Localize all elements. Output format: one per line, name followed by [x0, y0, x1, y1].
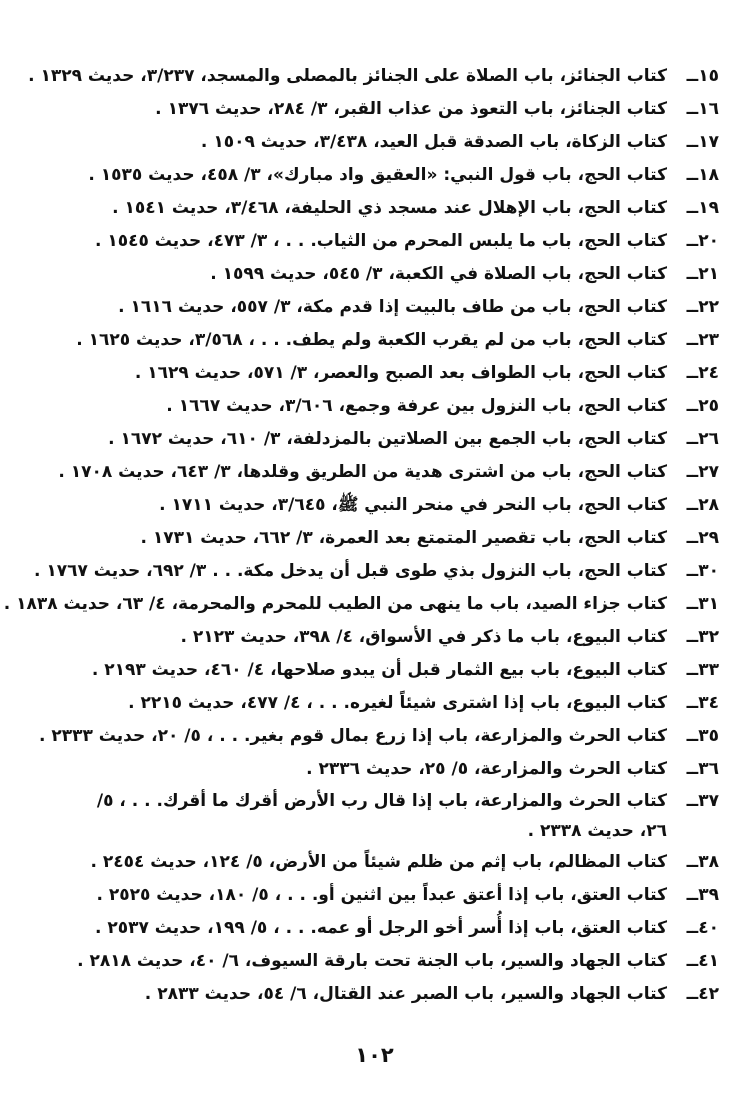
reference-item-17 [70, 126, 719, 159]
reference-number: ٢٤ــ [686, 363, 719, 383]
reference-item-24 [70, 357, 719, 390]
reference-number: ٢٢ــ [686, 297, 719, 317]
reference-item-30 [33, 555, 719, 588]
reference-item-25 [70, 390, 719, 423]
reference-text: كتاب الزكاة، باب الصدقة قبل العيد، ٣/٤٣٨، حديث ١٥٠٩ . [200, 132, 667, 152]
reference-number: ٣٢ــ [686, 627, 719, 647]
reference-text: كتاب الحج، باب الصلاة في الكعبة، ٣/ ٥٤٥، حديث ١٥٩٩ . [210, 264, 667, 284]
reference-item-23 [70, 324, 719, 357]
reference-item-33 [70, 654, 719, 687]
reference-item-28 [70, 489, 719, 522]
reference-number: ٢٣ــ [686, 330, 719, 350]
reference-item-39 [70, 879, 719, 912]
reference-item-40 [70, 912, 719, 945]
reference-text: كتاب الحج، باب من طاف بالبيت إذا قدم مكة، ٣/ ٥٥٧، حديث ١٦١٦ . [118, 297, 667, 317]
reference-text: كتاب العتق، باب إذا أعتق عبداً بين اثنين أو. . . ، ٥/ ١٨٠، حديث ٢٥٢٥ . [96, 885, 667, 905]
reference-number: ٣٥ــ [686, 726, 719, 746]
reference-item-15 [28, 60, 719, 93]
reference-number: ١٨ــ [686, 165, 719, 185]
reference-number: ٢٦ــ [686, 429, 719, 449]
reference-item-29 [70, 522, 719, 555]
reference-item-37 [70, 786, 719, 846]
reference-text: كتاب الحج، باب تقصير المتمتع بعد العمرة، ٣/ ٦٦٢، حديث ١٧٣١ . [140, 528, 667, 548]
reference-number: ٣٠ــ [686, 561, 719, 581]
reference-item-16 [70, 93, 719, 126]
reference-item-18 [70, 159, 719, 192]
reference-number: ١٥ــ [686, 66, 719, 86]
reference-number: ٣٩ــ [686, 885, 719, 905]
reference-text: كتاب جزاء الصيد، باب ما ينهى من الطيب للمحرم والمحرمة، ٤/ ٦٣، حديث ١٨٣٨ . [3, 594, 667, 614]
reference-number: ٣١ــ [686, 594, 719, 614]
reference-number: ٢٧ــ [686, 462, 719, 482]
reference-text: كتاب الحج، باب الجمع بين الصلاتين بالمزدلفة، ٣/ ٦١٠، حديث ١٦٧٢ . [108, 429, 667, 449]
reference-text: كتاب الجنائز، باب الصلاة على الجنائز بالمصلى والمسجد، ٣/٢٣٧، حديث ١٣٢٩ . [28, 66, 667, 86]
page-number: ١٠٢ [355, 1043, 394, 1067]
reference-text: كتاب الحج، باب الإهلال عند مسجد ذي الحليفة، ٣/٤٦٨، حديث ١٥٤١ . [112, 198, 667, 218]
reference-number: ٣٣ــ [686, 660, 719, 680]
reference-text: كتاب الجنائز، باب التعوذ من عذاب القبر، ٣/ ٢٨٤، حديث ١٣٧٦ . [155, 99, 667, 119]
reference-number: ٣٦ــ [686, 759, 719, 779]
reference-text: كتاب الحرث والمزارعة، ٥/ ٢٥، حديث ٢٣٣٦ . [306, 759, 667, 779]
reference-text: كتاب الحج، باب من لم يقرب الكعبة ولم يطف. . . ، ٣/٥٦٨، حديث ١٦٢٥ . [76, 330, 667, 350]
reference-item-35 [38, 720, 719, 753]
reference-text: كتاب الحج، باب النحر في منحر النبي ﷺ، ٣/٦٤٥، حديث ١٧١١ . [159, 495, 667, 515]
reference-text: كتاب البيوع، باب إذا اشترى شيئاً لغيره. . . ، ٤/ ٤٧٧، حديث ٢٢١٥ . [128, 693, 667, 713]
reference-item-38 [70, 846, 719, 879]
reference-text: كتاب البيوع، باب ما ذكر في الأسواق، ٤/ ٣٩٨، حديث ٢١٢٣ . [180, 627, 667, 647]
reference-item-42 [70, 978, 719, 1011]
reference-item-20 [70, 225, 719, 258]
reference-text: كتاب العتق، باب إذا أُسر أخو الرجل أو عمه. . . ، ٥/ ١٩٩، حديث ٢٥٣٧ . [94, 918, 667, 938]
reference-number: ٣٤ــ [686, 693, 719, 713]
reference-text: كتاب الحرث والمزارعة، باب إذا زرع بمال قوم بغير. . . ، ٥/ ٢٠، حديث ٢٣٣٣ . [38, 726, 667, 746]
reference-item-27 [58, 456, 719, 489]
reference-item-34 [70, 687, 719, 720]
reference-text: كتاب الحج، باب الطواف بعد الصبح والعصر، ٣/ ٥٧١، حديث ١٦٢٩ . [134, 363, 667, 383]
reference-number: ٢١ــ [686, 264, 719, 284]
reference-text: كتاب البيوع، باب بيع الثمار قبل أن يبدو صلاحها، ٤/ ٤٦٠، حديث ٢١٩٣ . [91, 660, 667, 680]
reference-text: كتاب الحج، باب النزول بذي طوى قبل أن يدخل مكة. . . ٣/ ٦٩٢، حديث ١٧٦٧ . [33, 561, 667, 581]
reference-number: ٢٨ــ [686, 495, 719, 515]
reference-number: ٤١ــ [686, 951, 719, 971]
reference-text: كتاب الحج، باب ما يلبس المحرم من الثياب. . . ، ٣/ ٤٧٣، حديث ١٥٤٥ . [94, 231, 667, 251]
reference-item-21 [70, 258, 719, 291]
reference-list [3, 60, 719, 1011]
reference-text: كتاب الجهاد والسير، باب الجنة تحت بارقة السيوف، ٦/ ٤٠، حديث ٢٨١٨ . [77, 951, 667, 971]
reference-number: ٢٥ــ [686, 396, 719, 416]
reference-number: ٤٠ــ [686, 918, 719, 938]
reference-text: كتاب الحج، باب قول النبي: «العقيق واد مبارك»، ٣/ ٤٥٨، حديث ١٥٣٥ . [88, 165, 667, 185]
reference-item-22 [70, 291, 719, 324]
reference-text: كتاب الحرث والمزارعة، باب إذا قال رب الأرض أقرك ما أقرك. . . ، ٥/ ٢٦، حديث ٢٣٣٨ . [96, 791, 667, 841]
reference-number: ٢٠ــ [686, 231, 719, 251]
reference-text: كتاب الجهاد والسير، باب الصبر عند القتال، ٦/ ٥٤، حديث ٢٨٣٣ . [144, 984, 667, 1004]
reference-number: ٤٢ــ [686, 984, 719, 1004]
reference-item-31 [3, 588, 719, 621]
reference-number: ١٦ــ [686, 99, 719, 119]
reference-text: كتاب الحج، باب النزول بين عرفة وجمع، ٣/٦٠٦، حديث ١٦٦٧ . [166, 396, 667, 416]
reference-item-19 [70, 192, 719, 225]
reference-number: ٢٩ــ [686, 528, 719, 548]
reference-number: ١٩ــ [686, 198, 719, 218]
reference-item-26 [70, 423, 719, 456]
reference-text: كتاب المظالم، باب إثم من ظلم شيئاً من الأرض، ٥/ ١٢٤، حديث ٢٤٥٤ . [90, 852, 667, 872]
reference-text: كتاب الحج، باب من اشترى هدية من الطريق وقلدها، ٣/ ٦٤٣، حديث ١٧٠٨ . [58, 462, 667, 482]
reference-item-36 [70, 753, 719, 786]
reference-number: ١٧ــ [686, 132, 719, 152]
reference-number: ٣٨ــ [686, 852, 719, 872]
reference-item-32 [70, 621, 719, 654]
reference-item-41 [70, 945, 719, 978]
reference-number: ٣٧ــ [686, 791, 719, 811]
